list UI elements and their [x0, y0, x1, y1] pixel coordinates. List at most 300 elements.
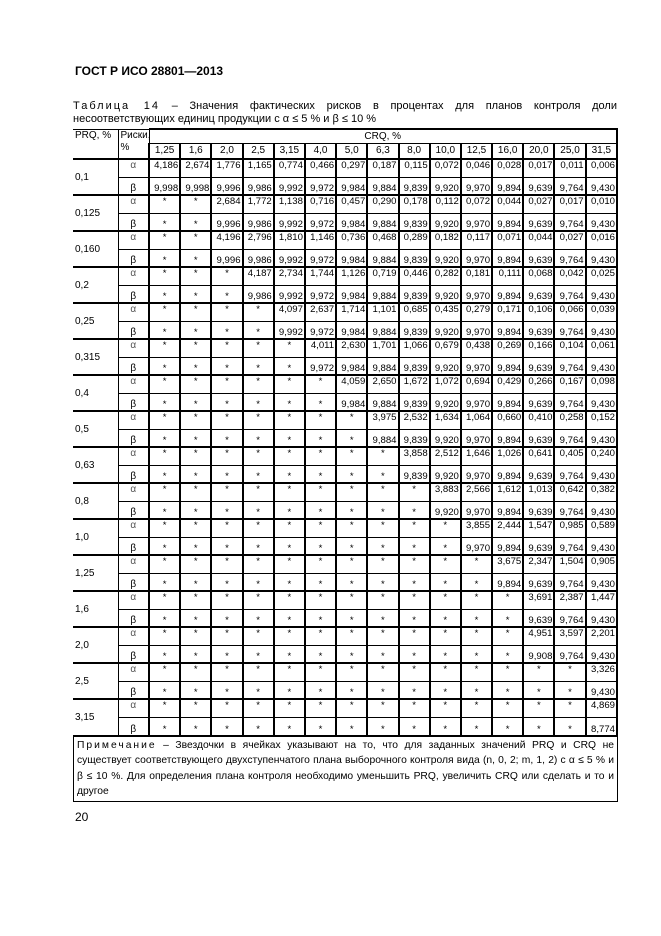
alpha-value-cell: * — [180, 231, 211, 249]
alpha-value-cell: * — [243, 699, 274, 717]
beta-label: β — [118, 177, 149, 195]
table-row-alpha — [73, 555, 617, 573]
beta-value-cell: * — [180, 321, 211, 339]
alpha-value-cell: * — [211, 411, 242, 429]
beta-value-cell: 9,839 — [399, 285, 430, 303]
alpha-value-cell: * — [274, 591, 305, 609]
alpha-value-cell: * — [211, 699, 242, 717]
beta-value-cell: 9,970 — [461, 357, 492, 375]
beta-value-cell: 9,839 — [399, 177, 430, 195]
alpha-value-cell: 1,064 — [461, 411, 492, 429]
beta-value-cell: * — [367, 681, 398, 699]
alpha-value-cell: 0,068 — [523, 267, 554, 285]
alpha-value-cell: 1,612 — [492, 483, 523, 501]
alpha-value-cell: 2,630 — [336, 339, 367, 357]
alpha-label: α — [118, 519, 149, 537]
crq-header-cell: 8,0 — [399, 143, 430, 159]
alpha-value-cell: 0,181 — [461, 267, 492, 285]
alpha-value-cell: 3,597 — [554, 627, 585, 645]
beta-value-cell: 9,984 — [336, 213, 367, 231]
beta-value-cell: 9,764 — [554, 501, 585, 519]
beta-value-cell: 9,894 — [492, 357, 523, 375]
beta-value-cell: * — [180, 285, 211, 303]
beta-value-cell: 9,430 — [586, 645, 617, 663]
alpha-value-cell: 0,152 — [586, 411, 617, 429]
alpha-value-cell: * — [274, 519, 305, 537]
alpha-value-cell: * — [461, 663, 492, 681]
beta-value-cell: 9,639 — [523, 249, 554, 267]
prq-cell: 1,25 — [73, 555, 118, 591]
alpha-value-cell: * — [180, 447, 211, 465]
beta-value-cell: 9,839 — [399, 465, 430, 483]
beta-label: β — [118, 213, 149, 231]
beta-value-cell: * — [430, 609, 461, 627]
alpha-value-cell: * — [461, 555, 492, 573]
beta-value-cell: 9,984 — [336, 393, 367, 411]
table-row-beta — [73, 213, 617, 231]
alpha-label: α — [118, 375, 149, 393]
beta-value-cell: 9,764 — [554, 465, 585, 483]
beta-value-cell: 9,920 — [430, 249, 461, 267]
beta-value-cell: * — [430, 681, 461, 699]
table-row-alpha — [73, 519, 617, 537]
beta-value-cell: * — [461, 681, 492, 699]
beta-value-cell: * — [492, 645, 523, 663]
alpha-value-cell: 1,547 — [523, 519, 554, 537]
beta-value-cell: 9,894 — [492, 285, 523, 303]
beta-value-cell: 9,639 — [523, 537, 554, 555]
table-row-beta — [73, 393, 617, 411]
alpha-value-cell: * — [305, 411, 336, 429]
alpha-value-cell: 0,115 — [399, 159, 430, 177]
beta-value-cell: 9,839 — [399, 393, 430, 411]
alpha-value-cell: 4,187 — [243, 267, 274, 285]
alpha-value-cell: 0,106 — [523, 303, 554, 321]
beta-value-cell: 9,986 — [243, 177, 274, 195]
alpha-value-cell: 1,634 — [430, 411, 461, 429]
alpha-value-cell: * — [243, 591, 274, 609]
beta-value-cell: 9,970 — [461, 429, 492, 447]
alpha-value-cell: 0,046 — [461, 159, 492, 177]
beta-value-cell: * — [461, 645, 492, 663]
alpha-value-cell: * — [149, 699, 180, 717]
crq-header-cell: 2,0 — [211, 143, 242, 159]
beta-value-cell: * — [305, 645, 336, 663]
alpha-value-cell: * — [305, 627, 336, 645]
beta-value-cell: * — [305, 609, 336, 627]
alpha-value-cell: * — [336, 519, 367, 537]
beta-value-cell: 9,996 — [211, 213, 242, 231]
beta-value-cell: * — [492, 681, 523, 699]
alpha-value-cell: * — [149, 195, 180, 213]
alpha-value-cell: * — [149, 663, 180, 681]
alpha-label: α — [118, 267, 149, 285]
alpha-value-cell: 3,858 — [399, 447, 430, 465]
alpha-value-cell: * — [180, 555, 211, 573]
alpha-value-cell: 2,637 — [305, 303, 336, 321]
beta-label: β — [118, 681, 149, 699]
prq-cell: 1,0 — [73, 519, 118, 555]
beta-value-cell: 9,430 — [586, 429, 617, 447]
alpha-value-cell: * — [367, 591, 398, 609]
beta-value-cell: * — [367, 465, 398, 483]
prq-cell: 0,125 — [73, 195, 118, 231]
prq-cell: 0,2 — [73, 267, 118, 303]
beta-value-cell: * — [367, 717, 398, 735]
note-label: Примечание — [77, 739, 157, 751]
beta-value-cell: 9,430 — [586, 285, 617, 303]
table-caption-text: – Значения фактических рисков в процентах для планов контроля доли несоответствующих единиц продукции с α ≤ 5 % и β ≤ 10 % — [73, 100, 617, 125]
content-flow — [73, 128, 618, 824]
beta-value-cell: 9,970 — [461, 393, 492, 411]
beta-value-cell: * — [180, 609, 211, 627]
alpha-value-cell: * — [149, 627, 180, 645]
beta-value-cell: 9,764 — [554, 285, 585, 303]
table-row-alpha — [73, 447, 617, 465]
alpha-value-cell: 2,512 — [430, 447, 461, 465]
alpha-value-cell: * — [492, 699, 523, 717]
beta-value-cell: 9,972 — [305, 249, 336, 267]
alpha-value-cell: * — [274, 555, 305, 573]
beta-value-cell: 9,970 — [461, 465, 492, 483]
alpha-value-cell: * — [492, 627, 523, 645]
alpha-value-cell: 4,059 — [336, 375, 367, 393]
alpha-value-cell: * — [149, 483, 180, 501]
alpha-value-cell: * — [149, 375, 180, 393]
beta-value-cell: 9,970 — [461, 321, 492, 339]
alpha-value-cell: 1,026 — [492, 447, 523, 465]
beta-value-cell: * — [243, 501, 274, 519]
beta-value-cell: 9,998 — [149, 177, 180, 195]
alpha-value-cell: * — [243, 663, 274, 681]
beta-value-cell: * — [243, 393, 274, 411]
prq-cell: 0,160 — [73, 231, 118, 267]
beta-value-cell: 9,920 — [430, 357, 461, 375]
beta-label: β — [118, 609, 149, 627]
alpha-value-cell: 0,039 — [586, 303, 617, 321]
table-caption-label: Таблица 14 — [73, 100, 161, 112]
alpha-value-cell: 0,098 — [586, 375, 617, 393]
beta-value-cell: 9,839 — [399, 357, 430, 375]
alpha-value-cell: 1,101 — [367, 303, 398, 321]
alpha-value-cell: 0,111 — [492, 267, 523, 285]
beta-value-cell: * — [211, 681, 242, 699]
alpha-value-cell: 4,186 — [149, 159, 180, 177]
beta-value-cell: 9,984 — [336, 357, 367, 375]
beta-value-cell: 9,884 — [367, 177, 398, 195]
beta-value-cell: 9,430 — [586, 681, 617, 699]
table-row-beta — [73, 249, 617, 267]
beta-value-cell: * — [274, 501, 305, 519]
alpha-value-cell: 0,016 — [586, 231, 617, 249]
alpha-value-cell: 0,685 — [399, 303, 430, 321]
alpha-value-cell: 0,438 — [461, 339, 492, 357]
beta-value-cell: * — [149, 285, 180, 303]
alpha-value-cell: 2,532 — [399, 411, 430, 429]
alpha-value-cell: * — [180, 483, 211, 501]
beta-value-cell: * — [305, 501, 336, 519]
table-row-alpha — [73, 267, 617, 285]
beta-value-cell: 9,430 — [586, 249, 617, 267]
beta-value-cell: 9,884 — [367, 213, 398, 231]
beta-label: β — [118, 573, 149, 591]
beta-label: β — [118, 429, 149, 447]
beta-value-cell: * — [554, 681, 585, 699]
beta-value-cell: 9,986 — [243, 285, 274, 303]
alpha-value-cell: * — [367, 699, 398, 717]
prq-cell: 0,4 — [73, 375, 118, 411]
alpha-value-cell: 1,776 — [211, 159, 242, 177]
alpha-value-cell: * — [461, 627, 492, 645]
alpha-value-cell: * — [336, 627, 367, 645]
beta-value-cell: * — [336, 537, 367, 555]
alpha-value-cell: * — [336, 699, 367, 717]
table-row-beta — [73, 609, 617, 627]
beta-value-cell: * — [305, 573, 336, 591]
beta-value-cell: 9,970 — [461, 249, 492, 267]
beta-value-cell: * — [211, 321, 242, 339]
beta-value-cell: 8,774 — [586, 717, 617, 735]
beta-value-cell: 9,639 — [523, 213, 554, 231]
beta-value-cell: * — [399, 645, 430, 663]
beta-value-cell: 9,894 — [492, 501, 523, 519]
beta-value-cell: 9,884 — [367, 429, 398, 447]
beta-value-cell: * — [180, 393, 211, 411]
beta-label: β — [118, 717, 149, 735]
alpha-value-cell: * — [180, 267, 211, 285]
alpha-value-cell: 0,187 — [367, 159, 398, 177]
alpha-value-cell: * — [243, 627, 274, 645]
beta-value-cell: 9,839 — [399, 213, 430, 231]
beta-value-cell: 9,894 — [492, 429, 523, 447]
beta-value-cell: 9,430 — [586, 537, 617, 555]
beta-value-cell: * — [180, 573, 211, 591]
alpha-value-cell: * — [305, 663, 336, 681]
beta-value-cell: 9,430 — [586, 573, 617, 591]
beta-value-cell: 9,639 — [523, 285, 554, 303]
alpha-value-cell: * — [305, 591, 336, 609]
table-row-alpha — [73, 303, 617, 321]
beta-value-cell: 9,764 — [554, 213, 585, 231]
alpha-value-cell: * — [180, 591, 211, 609]
beta-value-cell: * — [274, 609, 305, 627]
beta-value-cell: 9,764 — [554, 573, 585, 591]
crq-header-cell: 5,0 — [336, 143, 367, 159]
beta-value-cell: 9,972 — [305, 357, 336, 375]
alpha-value-cell: 0,042 — [554, 267, 585, 285]
alpha-value-cell: * — [243, 375, 274, 393]
beta-value-cell: 9,972 — [305, 285, 336, 303]
alpha-value-cell: * — [243, 303, 274, 321]
alpha-value-cell: 1,810 — [274, 231, 305, 249]
alpha-value-cell: * — [492, 591, 523, 609]
beta-value-cell: 9,639 — [523, 321, 554, 339]
alpha-value-cell: 0,027 — [523, 195, 554, 213]
alpha-label: α — [118, 231, 149, 249]
prq-cell: 0,8 — [73, 483, 118, 519]
alpha-value-cell: * — [243, 339, 274, 357]
beta-value-cell: 9,764 — [554, 177, 585, 195]
alpha-value-cell: 0,027 — [554, 231, 585, 249]
beta-value-cell: 9,430 — [586, 357, 617, 375]
beta-value-cell: * — [211, 609, 242, 627]
alpha-value-cell: * — [305, 447, 336, 465]
alpha-value-cell: * — [554, 699, 585, 717]
alpha-value-cell: * — [367, 627, 398, 645]
alpha-value-cell: 0,435 — [430, 303, 461, 321]
beta-value-cell: 9,764 — [554, 357, 585, 375]
alpha-value-cell: * — [211, 555, 242, 573]
beta-value-cell: 9,894 — [492, 321, 523, 339]
alpha-label: α — [118, 483, 149, 501]
alpha-label: α — [118, 555, 149, 573]
crq-header-cell: 25,0 — [554, 143, 585, 159]
beta-value-cell: 9,894 — [492, 465, 523, 483]
beta-value-cell: * — [180, 501, 211, 519]
beta-value-cell: * — [211, 285, 242, 303]
beta-value-cell: 9,920 — [430, 429, 461, 447]
alpha-value-cell: 0,716 — [305, 195, 336, 213]
alpha-value-cell: * — [243, 519, 274, 537]
crq-header-cell: 6,3 — [367, 143, 398, 159]
alpha-value-cell: * — [149, 267, 180, 285]
alpha-value-cell: 1,146 — [305, 231, 336, 249]
alpha-value-cell: 0,660 — [492, 411, 523, 429]
alpha-value-cell: * — [180, 519, 211, 537]
alpha-value-cell: 0,269 — [492, 339, 523, 357]
crq-header-cell: 10,0 — [430, 143, 461, 159]
beta-value-cell: * — [211, 393, 242, 411]
alpha-value-cell: 0,429 — [492, 375, 523, 393]
alpha-value-cell: 0,468 — [367, 231, 398, 249]
beta-value-cell: * — [243, 681, 274, 699]
alpha-value-cell: * — [149, 231, 180, 249]
alpha-value-cell: 0,017 — [523, 159, 554, 177]
alpha-label: α — [118, 159, 149, 177]
alpha-value-cell: 0,446 — [399, 267, 430, 285]
prq-cell: 0,5 — [73, 411, 118, 447]
alpha-value-cell: * — [211, 591, 242, 609]
beta-label: β — [118, 501, 149, 519]
beta-value-cell: 9,970 — [461, 177, 492, 195]
beta-value-cell: * — [149, 501, 180, 519]
beta-value-cell: 9,920 — [430, 285, 461, 303]
alpha-value-cell: 3,691 — [523, 591, 554, 609]
beta-value-cell: 9,764 — [554, 429, 585, 447]
alpha-value-cell: 0,289 — [399, 231, 430, 249]
beta-value-cell: * — [274, 681, 305, 699]
alpha-value-cell: * — [305, 375, 336, 393]
beta-value-cell: * — [243, 645, 274, 663]
beta-value-cell: 9,972 — [305, 213, 336, 231]
alpha-value-cell: 0,297 — [336, 159, 367, 177]
table-row-alpha — [73, 627, 617, 645]
beta-value-cell: * — [149, 213, 180, 231]
beta-value-cell: 9,639 — [523, 357, 554, 375]
alpha-value-cell: 0,279 — [461, 303, 492, 321]
beta-value-cell: * — [492, 717, 523, 735]
alpha-value-cell: 0,171 — [492, 303, 523, 321]
alpha-value-cell: 0,905 — [586, 555, 617, 573]
beta-value-cell: * — [523, 681, 554, 699]
beta-value-cell: 9,970 — [461, 537, 492, 555]
beta-value-cell: * — [305, 681, 336, 699]
alpha-value-cell: 1,772 — [243, 195, 274, 213]
table-row-beta — [73, 645, 617, 663]
table-row-alpha — [73, 699, 617, 717]
beta-value-cell: * — [180, 249, 211, 267]
beta-value-cell: 9,639 — [523, 429, 554, 447]
beta-value-cell: 9,430 — [586, 609, 617, 627]
beta-value-cell: 9,430 — [586, 465, 617, 483]
crq-header-cell: 2,5 — [243, 143, 274, 159]
alpha-value-cell: * — [461, 699, 492, 717]
table-row-alpha — [73, 591, 617, 609]
table-row-alpha — [73, 411, 617, 429]
beta-value-cell: 9,430 — [586, 393, 617, 411]
beta-value-cell: * — [461, 717, 492, 735]
beta-value-cell: 9,884 — [367, 393, 398, 411]
alpha-value-cell: * — [274, 627, 305, 645]
prq-cell: 3,15 — [73, 699, 118, 735]
standard-header: ГОСТ Р ИСО 28801—2013 — [75, 64, 224, 78]
beta-value-cell: 9,639 — [523, 393, 554, 411]
alpha-value-cell: * — [180, 699, 211, 717]
alpha-value-cell: * — [274, 483, 305, 501]
beta-value-cell: * — [180, 357, 211, 375]
beta-value-cell: 9,996 — [211, 177, 242, 195]
table-row-beta — [73, 321, 617, 339]
table-row-beta — [73, 177, 617, 195]
alpha-value-cell: 1,447 — [586, 591, 617, 609]
alpha-value-cell: 0,025 — [586, 267, 617, 285]
beta-value-cell: * — [211, 717, 242, 735]
alpha-label: α — [118, 303, 149, 321]
alpha-value-cell: 2,796 — [243, 231, 274, 249]
alpha-value-cell: * — [305, 699, 336, 717]
alpha-value-cell: 3,883 — [430, 483, 461, 501]
beta-value-cell: * — [367, 645, 398, 663]
beta-value-cell: * — [211, 645, 242, 663]
alpha-value-cell: 0,166 — [523, 339, 554, 357]
alpha-value-cell: * — [367, 555, 398, 573]
crq-header-cell: 12,5 — [461, 143, 492, 159]
beta-value-cell: * — [211, 573, 242, 591]
crq-header-cell: 31,5 — [586, 143, 617, 159]
beta-value-cell: 9,972 — [305, 177, 336, 195]
beta-value-cell: 9,984 — [336, 321, 367, 339]
alpha-value-cell: 0,028 — [492, 159, 523, 177]
beta-value-cell: 9,839 — [399, 429, 430, 447]
beta-label: β — [118, 465, 149, 483]
beta-value-cell: 9,970 — [461, 285, 492, 303]
beta-value-cell: 9,992 — [274, 249, 305, 267]
alpha-value-cell: 3,326 — [586, 663, 617, 681]
beta-value-cell: * — [243, 537, 274, 555]
beta-value-cell: * — [274, 645, 305, 663]
beta-value-cell: * — [399, 501, 430, 519]
beta-value-cell: * — [149, 645, 180, 663]
alpha-value-cell: * — [211, 447, 242, 465]
beta-value-cell: * — [180, 681, 211, 699]
alpha-value-cell: * — [461, 591, 492, 609]
alpha-value-cell: 1,504 — [554, 555, 585, 573]
beta-value-cell: 9,884 — [367, 285, 398, 303]
beta-value-cell: * — [274, 429, 305, 447]
alpha-value-cell: * — [367, 447, 398, 465]
beta-value-cell: * — [430, 573, 461, 591]
beta-value-cell: 9,992 — [274, 321, 305, 339]
